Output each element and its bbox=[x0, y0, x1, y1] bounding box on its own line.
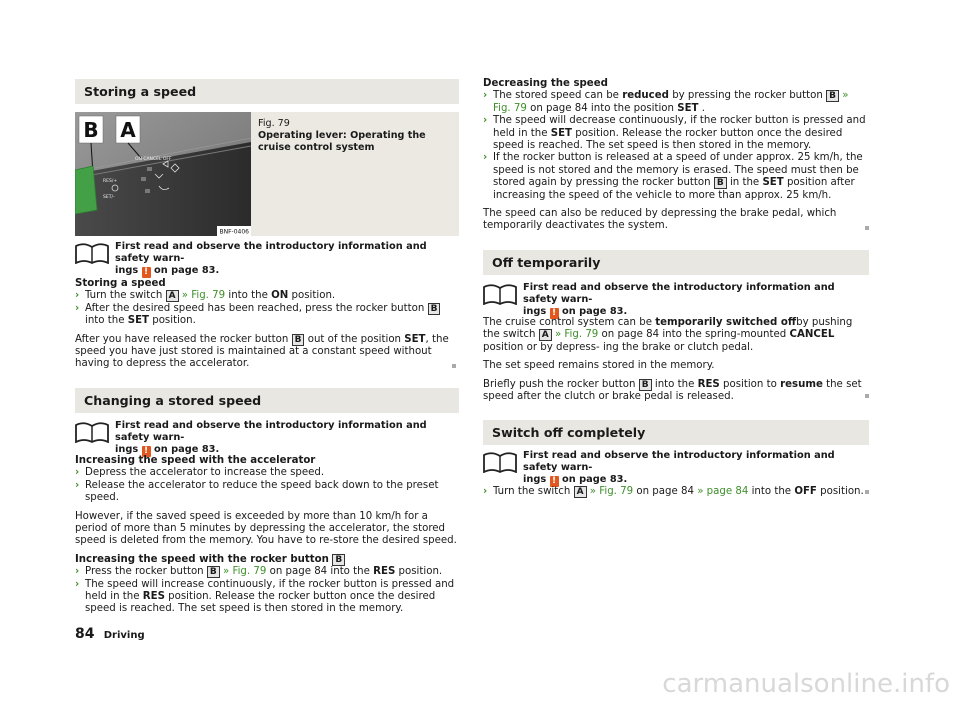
figure-link[interactable]: » Fig. 79 bbox=[554, 329, 599, 341]
key-b: B bbox=[292, 334, 305, 346]
storing-body bbox=[75, 278, 459, 371]
note-page-ref: on page 83. bbox=[562, 474, 628, 486]
figure-link[interactable]: » Fig. 79 bbox=[223, 566, 267, 578]
changing-body bbox=[75, 455, 459, 616]
watermark: carmanualsonline.info bbox=[662, 669, 950, 699]
switch-off-body bbox=[483, 486, 869, 498]
figure-79 bbox=[75, 112, 459, 236]
book-icon bbox=[75, 421, 109, 443]
key-b: B bbox=[332, 554, 345, 566]
section-end-mark bbox=[865, 394, 869, 398]
page-link[interactable]: » page 84 bbox=[697, 486, 749, 497]
warning-icon: ! bbox=[550, 476, 559, 487]
warning-icon: ! bbox=[550, 308, 559, 319]
page-footer bbox=[75, 628, 145, 642]
book-icon bbox=[483, 451, 517, 473]
figure-image bbox=[75, 112, 251, 236]
figure-title-line2: cruise control system bbox=[258, 142, 375, 153]
safety-note-changing bbox=[75, 420, 459, 457]
list-item: › If the rocker button is released at a speed of under approx. 25 km/h, the speed is not stored and the memory is erased. The speed must then be stored again by pressing the rocker button B in the SET position after increasing the speed of the vehicle to more than approx. 25 km/h. bbox=[483, 152, 863, 201]
page-number: 84 bbox=[75, 626, 95, 642]
note-text: First read and observe the introductory information and safety warn- bbox=[115, 241, 427, 265]
safety-note-switch-off bbox=[483, 450, 869, 487]
paragraph: The speed can also be reduced by depressing the brake pedal, which temporarily deactivates the system. bbox=[483, 208, 837, 232]
paragraph: The set speed remains stored in the memory. bbox=[483, 360, 715, 372]
heading-switch-off-completely: Switch off completely bbox=[483, 420, 869, 445]
note-page-ref: on page 83. bbox=[562, 306, 628, 318]
key-b: B bbox=[714, 177, 727, 189]
key-b: B bbox=[207, 566, 220, 578]
figure-link[interactable]: » Fig. 79 bbox=[589, 486, 634, 497]
figure-code: BNF-0406 bbox=[219, 228, 249, 236]
rocker-button-highlight bbox=[75, 166, 97, 214]
note-text: ings bbox=[115, 444, 139, 456]
book-icon bbox=[483, 283, 517, 305]
list-item: › The stored speed can be reduced by pressing the rocker button B » Fig. 79 on page 84 into the position SET . bbox=[483, 90, 849, 114]
note-text: First read and observe the introductory information and safety warn- bbox=[523, 282, 835, 306]
key-a: A bbox=[539, 329, 552, 341]
warning-icon: ! bbox=[142, 267, 151, 278]
note-text: First read and observe the introductory information and safety warn- bbox=[523, 450, 835, 474]
subheading-rocker: Increasing the speed with the rocker button B bbox=[75, 554, 459, 566]
section-end-mark bbox=[865, 226, 869, 230]
figure-link[interactable]: » Fig. 79 bbox=[493, 90, 849, 114]
paragraph: The cruise control system can be temporarily switched offby pushing the switch A » Fig. 79 on page 84 into the spring-mounted CANCEL position or by depress- ing the brake or clutch pedal. bbox=[483, 317, 853, 353]
list-item: › After the desired speed has been reached, press the rocker button B into the SET position. bbox=[75, 303, 459, 328]
off-temporarily-body bbox=[483, 317, 869, 403]
note-text: First read and observe the introductory information and safety warn- bbox=[115, 420, 427, 444]
key-b: B bbox=[639, 379, 652, 391]
figure-link[interactable]: » Fig. 79 bbox=[181, 290, 226, 302]
decreasing-body bbox=[483, 78, 869, 233]
footer-section: Driving bbox=[103, 630, 145, 641]
note-text: ings bbox=[115, 265, 139, 277]
paragraph: However, if the saved speed is exceeded by more than 10 km/h for a period of more than 5 minutes by depressing the accelerator, the stored speed is deleted from the memory. You have to re-store the desired speed. bbox=[75, 510, 457, 547]
list-item: › Press the rocker button B » Fig. 79 on page 84 into the RES position. bbox=[75, 566, 443, 578]
subheading-storing: Storing a speed bbox=[75, 278, 166, 289]
figure-caption bbox=[258, 118, 426, 154]
paragraph: After you have released the rocker button B out of the position SET, the speed you have just stored is maintained at a constant speed without having to depress the accelerator. bbox=[75, 333, 449, 370]
heading-storing-speed: Storing a speed bbox=[75, 79, 459, 104]
lever-illustration bbox=[75, 112, 251, 236]
subheading-decreasing: Decreasing the speed bbox=[483, 78, 608, 89]
lever-label-res: RES/+ bbox=[103, 179, 118, 184]
key-b: B bbox=[826, 90, 839, 102]
figure-letter-b: B bbox=[83, 118, 99, 142]
book-icon bbox=[75, 242, 109, 264]
heading-changing-speed: Changing a stored speed bbox=[75, 388, 459, 413]
list-item: › The speed will increase continuously, if the rocker button is pressed and held in the RES position. Release the rocker button once the desired speed is reached. The set speed is then stored in the memory. bbox=[75, 578, 455, 615]
list-item: › Depress the accelerator to increase the speed. bbox=[75, 467, 325, 479]
list-item: › Turn the switch A » Fig. 79 into the ON position. bbox=[75, 290, 336, 302]
heading-off-temporarily: Off temporarily bbox=[483, 250, 869, 275]
key-a: A bbox=[574, 486, 587, 498]
figure-title-line1: Operating lever: Operating the bbox=[258, 130, 426, 141]
figure-number: Fig. 79 bbox=[258, 118, 290, 129]
list-item: › Turn the switch A » Fig. 79 on page 84 » page 84 into the OFF position. bbox=[483, 486, 864, 497]
warning-icon: ! bbox=[142, 446, 151, 457]
list-item: › The speed will decrease continuously, if the rocker button is pressed and held in the SET position. Release the rocker button once the desired speed is reached. The set speed is then stored in the memory. bbox=[483, 115, 866, 152]
key-b: B bbox=[428, 303, 441, 315]
note-page-ref: on page 83. bbox=[154, 444, 220, 456]
note-page-ref: on page 83. bbox=[154, 265, 220, 277]
figure-letter-a: A bbox=[120, 118, 136, 142]
key-a: A bbox=[166, 290, 179, 302]
lever-label-on-cancel-off: ON CANCEL OFF bbox=[135, 157, 172, 162]
safety-note-off-temporarily bbox=[483, 282, 869, 319]
section-end-mark bbox=[865, 490, 869, 494]
lever-label-set: SET/- bbox=[103, 195, 115, 200]
subheading-accelerator: Increasing the speed with the accelerator bbox=[75, 455, 316, 466]
safety-note-storing bbox=[75, 241, 459, 278]
section-end-mark bbox=[452, 364, 456, 368]
list-item: › Release the accelerator to reduce the speed back down to the preset speed. bbox=[75, 479, 439, 504]
note-text: ings bbox=[523, 306, 547, 318]
paragraph: Briefly push the rocker button B into the RES position to resume the set speed after the clutch or brake pedal is released. bbox=[483, 378, 862, 403]
note-text: ings bbox=[523, 474, 547, 486]
